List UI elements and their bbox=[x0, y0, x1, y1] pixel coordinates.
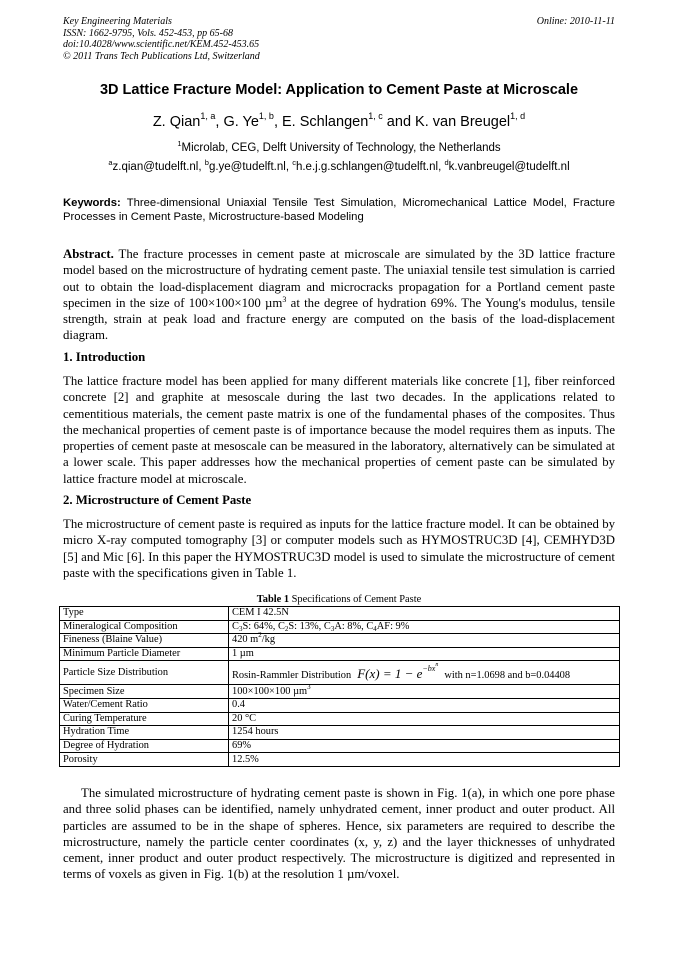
email[interactable]: $^b$g.ye@tudelft.nl, bbox=[204, 158, 293, 173]
table-row: Water/Cement Ratio 0.4 bbox=[60, 698, 620, 712]
table-row: Hydration Time 1254 hours bbox=[60, 726, 620, 740]
table-row: Specimen Size 100×100×100 µm$^3$ bbox=[60, 685, 620, 699]
email[interactable]: $^a$z.qian@tudelft.nl, bbox=[108, 158, 205, 173]
table-row: Curing Temperature 20 °C bbox=[60, 712, 620, 726]
section-heading: 2. Microstructure of Cement Paste bbox=[63, 493, 252, 507]
author-list bbox=[0, 111, 678, 130]
table-row: Fineness (Blaine Value) 420 $m^2/kg$ bbox=[60, 634, 620, 648]
issn-line: ISSN: 1662-9795, Vols. 452-453, pp 65-68 bbox=[63, 27, 233, 39]
table-row: Porosity 12.5% bbox=[60, 753, 620, 767]
affiliation: $^1$Microlab, CEG, Delft University of Technology, the Netherlands bbox=[177, 139, 501, 154]
author: E. Schlangen$^{1, c}$ and bbox=[282, 111, 416, 130]
keywords bbox=[63, 196, 615, 224]
abstract: Abstract. The fracture processes in cement paste at microscale are simulated by the 3D lattice fracture model based on the microstructure of hydrating cement paste. The uniaxial tensile test simulation is carried out to obtain the load-displacement diagram and microcracks propagation for a Portland cement paste specimen in the size of 100×100×100 µm$^3$ at the degree of hydration 69%. The Young's modulus, tensile strength, strain at peak load and fracture energy are computed on the basis of the load-displacement diagram. bbox=[63, 247, 615, 343]
copyright-line: © 2011 Trans Tech Publications Ltd, Switzerland bbox=[63, 50, 260, 62]
doi-line: doi:10.4028/www.scientific.net/KEM.452-453.65 bbox=[63, 39, 260, 50]
table-row: Degree of Hydration 69% bbox=[60, 739, 620, 753]
online-date: Online: 2010-11-11 bbox=[536, 16, 615, 27]
table-row: Mineralogical Composition $C_3S$: 64%, $C_2S$: 13%, $C_3A$: 8%, $C_4AF$: 9% bbox=[60, 620, 620, 634]
email-list bbox=[0, 158, 678, 173]
distribution-formula: $F(x) = 1 - e^{-bx^n}$ bbox=[357, 662, 439, 682]
author: Z. Qian$^{1, a}$, bbox=[152, 111, 224, 130]
abstract-label: Abstract. bbox=[63, 247, 114, 261]
table-row: Minimum Particle Diameter 1 µm bbox=[60, 647, 620, 661]
section-body: The microstructure of cement paste is required as inputs for the lattice fracture model. It can be obtained by micro X-ray computed tomography [3] or computer models such as HYMOSTRUC3D [4], CEMHYD3D [5] and Mic [6]. In this paper the HYMOSTRUC3D model is used to simulate the microstructure of cement paste with the specifications given in Table 1. bbox=[63, 517, 615, 580]
closing-paragraph: The simulated microstructure of hydrating cement paste is shown in Fig. 1(a), in which one pore phase and three solid phases can be identified, namely unhydrated cement, inner product and outer product. All particles are assumed to be in the shape of spheres. Hence, six parameters are required to describe the microstructure, namely the particle center coordinates (x, y, z) and the layer thicknesses of unhydrated cement, inner product and outer product respectively. The microstructure is digitized and represented in terms of voxels as given in Fig. 1(b) at the resolution 1 µm/voxel. bbox=[63, 786, 615, 882]
table-caption: Table 1 Specifications of Cement Paste bbox=[256, 594, 422, 605]
author: K. van Breugel$^{1, d}$ bbox=[415, 111, 526, 130]
journal-header bbox=[63, 16, 260, 62]
table-row: Type CEM I 42.5N bbox=[60, 607, 620, 621]
mineral-composition-cell: $C_3S$: 64%, $C_2S$: 13%, $C_3A$: 8%, $C_4AF$: 9% bbox=[229, 620, 620, 634]
email[interactable]: $^d$k.vanbreugel@tudelft.nl bbox=[444, 158, 570, 173]
section-body: The lattice fracture model has been applied for many different materials like concrete [1], fiber reinforced concrete [2] and graphite at mesoscale during the last two decades. In the applications related to cementitious materials, the cement paste matrix is one of the fundamental phases of the composites. Thus the mechanical properties of cement paste is of importance because the model requires them as inputs. The properties of cement paste at mesoscale can be measured in the laboratory, alternatively can be simulated at a lower scale. This paper addresses how the mechanical properties of cement paste can be simulated by lattice fracture model at microscale. bbox=[63, 374, 615, 486]
paper-title: 3D Lattice Fracture Model: Application to Cement Paste at Microscale bbox=[99, 82, 579, 98]
keywords-label: Keywords: bbox=[63, 197, 121, 209]
specifications-table bbox=[59, 606, 620, 767]
table-row: Particle Size Distribution Rosin-Rammler Distribution $F(x) = 1 - e^{-bx^n}with$ n=1.0698 and b=0.04408 bbox=[60, 661, 620, 685]
journal-name: Key Engineering Materials bbox=[63, 16, 172, 27]
section-heading: 1. Introduction bbox=[63, 350, 146, 364]
author: G. Ye$^{1, b}$, bbox=[223, 111, 282, 130]
keywords-text: Three-dimensional Uniaxial Tensile Test Simulation, Micromechanical Lattice Model, Fracture Processes in Cement Paste, Microstructure-based Modeling bbox=[63, 197, 615, 223]
email[interactable]: $^c$h.e.j.g.schlangen@tudelft.nl, bbox=[292, 158, 445, 173]
